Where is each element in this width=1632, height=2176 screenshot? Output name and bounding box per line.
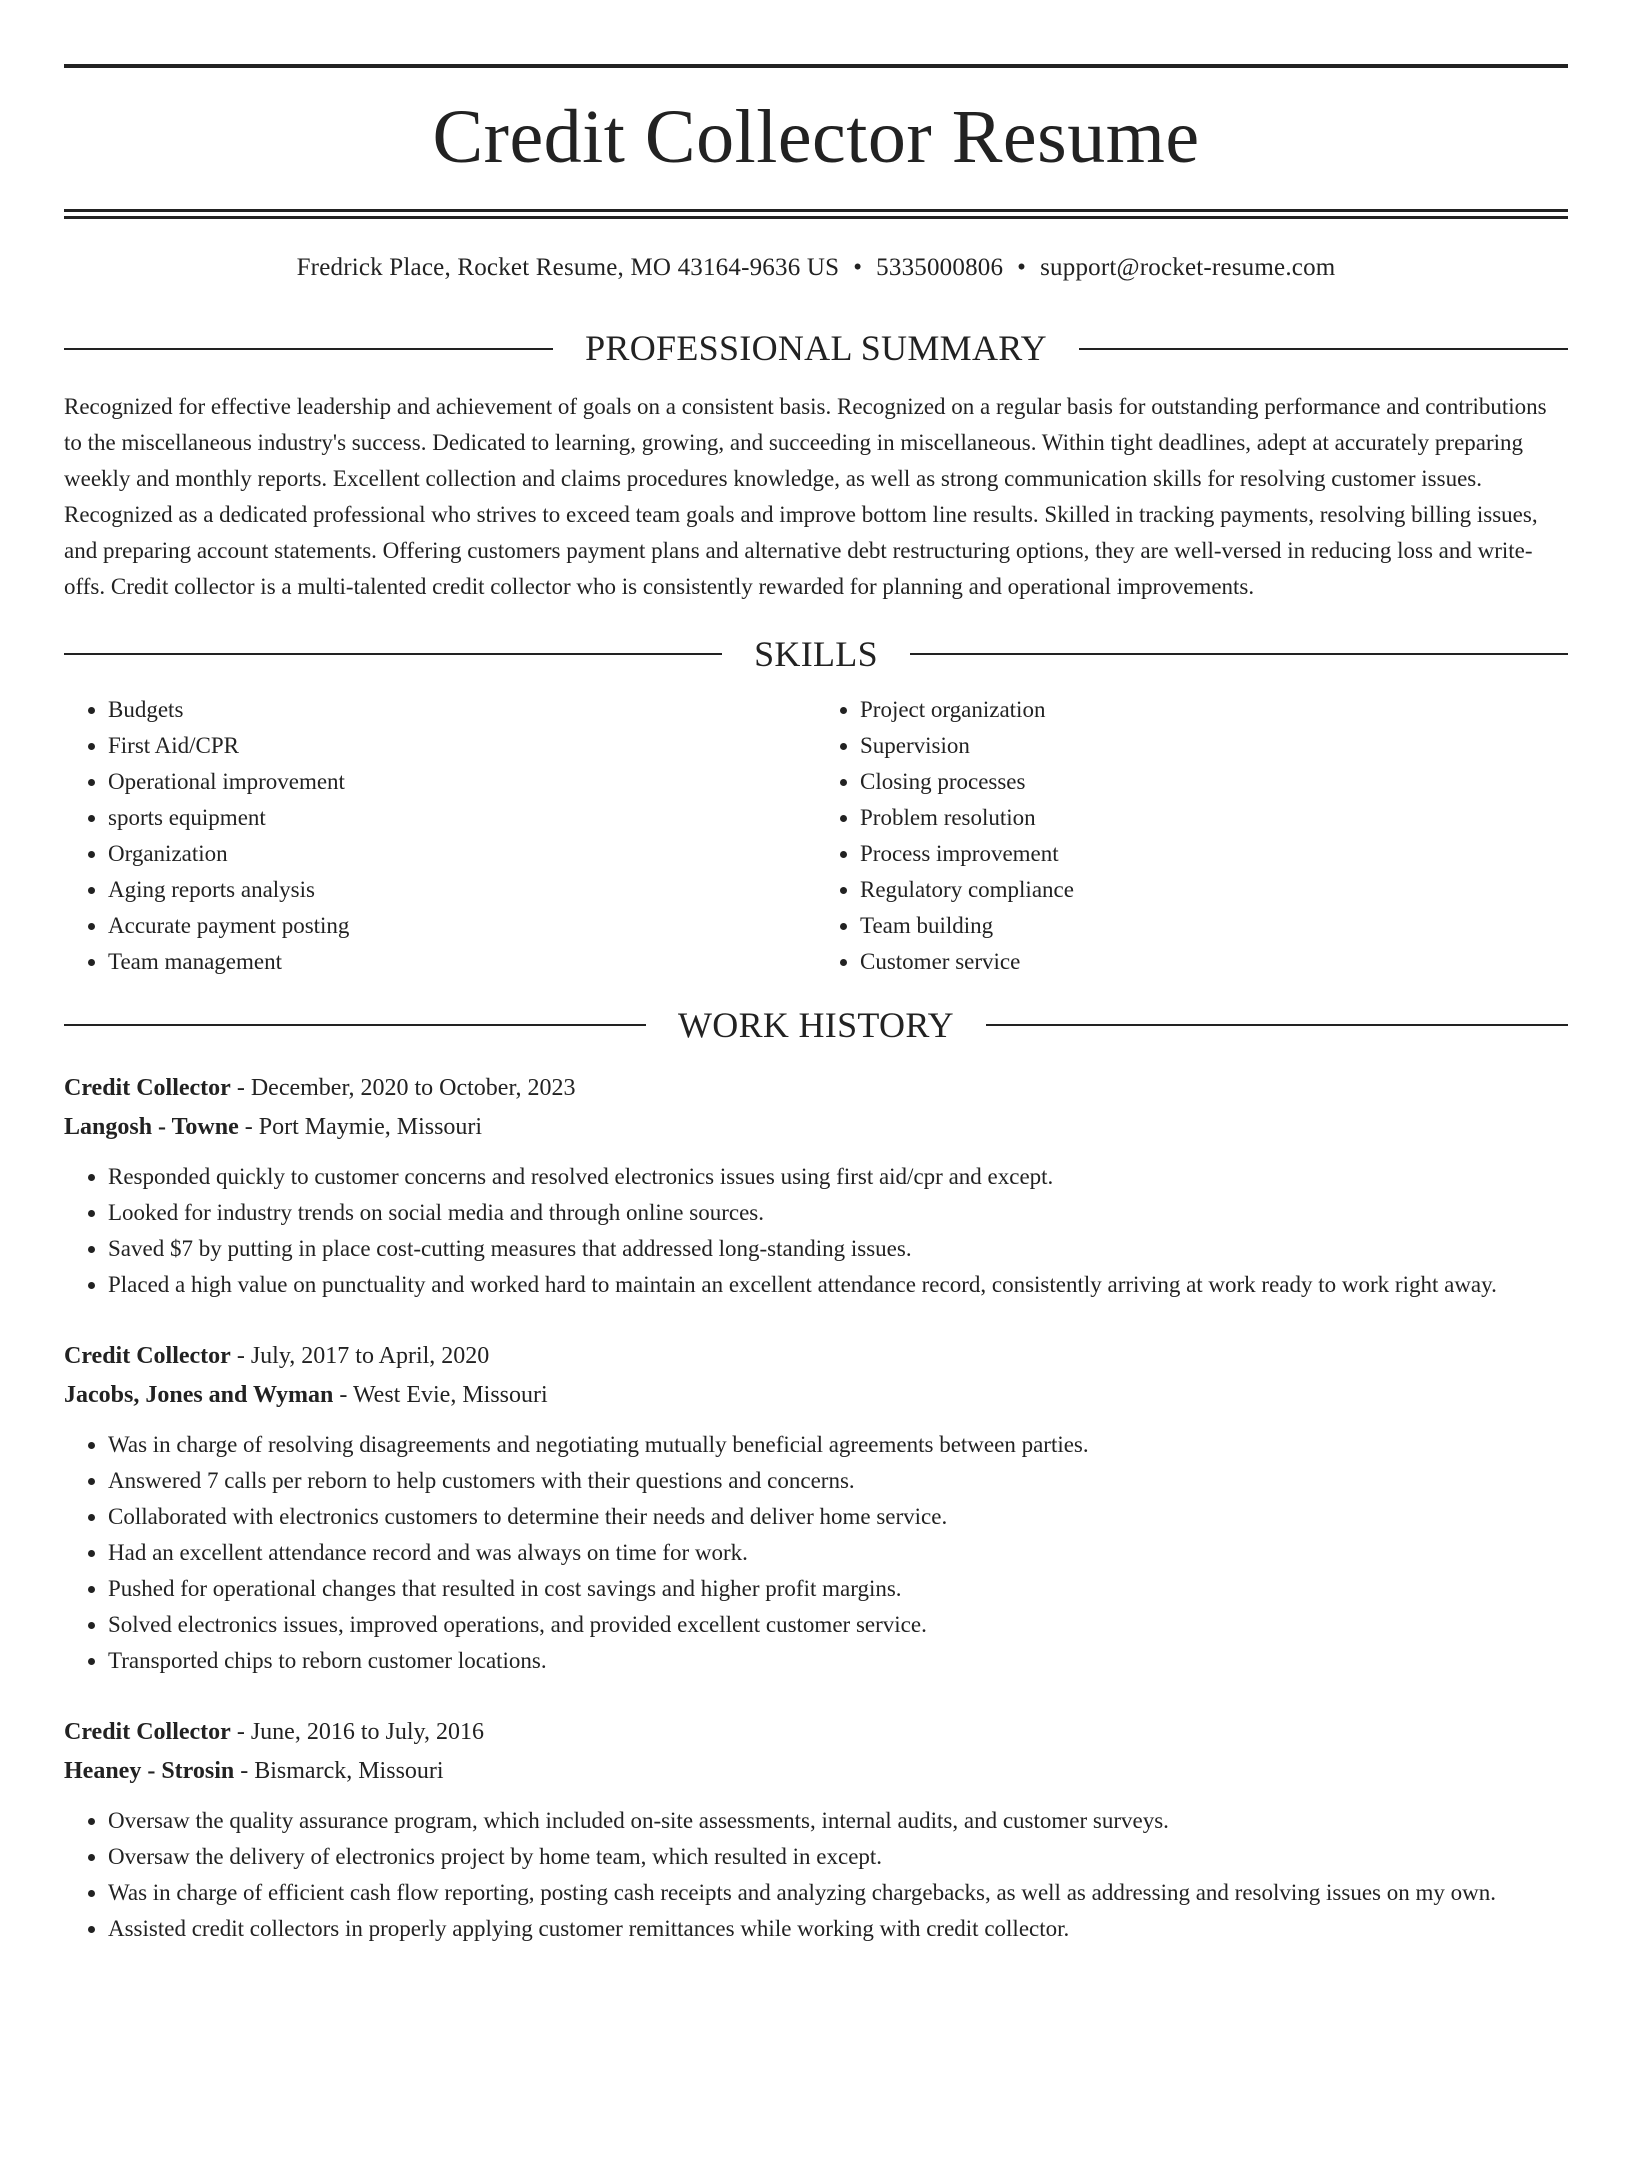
skill-item: • Operational improvement [108,764,816,800]
job-bullets [64,1427,1568,1679]
job-bullet: • Collaborated with electronics customers to determine their needs and deliver home service. [108,1499,1568,1535]
skills-column-right [816,692,1568,980]
skills-column-left [64,692,816,980]
job-dash: - [230,1342,251,1369]
skill-item: • First Aid/CPR [108,728,816,764]
job-entry [64,1069,1568,1303]
skill-item: • Process improvement [860,836,1568,872]
skill-item: • Organization [108,836,816,872]
skill-item: • sports equipment [108,800,816,836]
job-bullet: • Oversaw the quality assurance program, which included on-site assessments, internal audits, and customer surveys. [108,1803,1568,1839]
job-bullet: • Saved $7 by putting in place cost-cutting measures that addressed long-standing issues. [108,1231,1568,1267]
job-bullet: • Transported chips to reborn customer locations. [108,1643,1568,1679]
job-bullet: • Solved electronics issues, improved operations, and provided excellent customer service. [108,1607,1568,1643]
skill-item: • Problem resolution [860,800,1568,836]
job-bullet: • Answered 7 calls per reborn to help customers with their questions and concerns. [108,1463,1568,1499]
job-title-line [64,1069,1568,1108]
page-title: Credit Collector Resume [432,95,1200,179]
job-bullet: • Pushed for operational changes that resulted in cost savings and higher profit margins. [108,1571,1568,1607]
summary-heading [64,327,1568,370]
skill-item: • Regulatory compliance [860,872,1568,908]
job-entry [64,1713,1568,1947]
job-company: Heaney - Strosin [64,1757,235,1784]
summary-heading-label: PROFESSIONAL SUMMARY [585,328,1047,369]
job-dates: December, 2020 to October, 2023 [250,1074,576,1101]
job-bullet: • Placed a high value on punctuality and worked hard to maintain an excellent attendance record, consistently arriving at work ready to work right away. [108,1267,1568,1303]
job-dates: June, 2016 to July, 2016 [250,1718,484,1745]
job-location: Bismarck, Missouri [254,1757,444,1784]
job-bullets [64,1159,1568,1303]
skill-item: • Aging reports analysis [108,872,816,908]
job-entry [64,1337,1568,1679]
job-bullet: • Had an excellent attendance record and was always on time for work. [108,1535,1568,1571]
skills-list [64,692,1568,980]
job-company-line [64,1752,1568,1791]
job-title: Credit Collector [64,1718,231,1745]
job-bullet: • Was in charge of resolving disagreements and negotiating mutually beneficial agreements between parties. [108,1427,1568,1463]
job-company: Langosh - Towne [64,1113,239,1140]
job-company: Jacobs, Jones and Wyman [64,1381,334,1408]
skill-item: • Closing processes [860,764,1568,800]
job-bullets [64,1803,1568,1947]
skill-item: • Supervision [860,728,1568,764]
contact-line [64,253,1568,283]
job-bullet: • Was in charge of efficient cash flow reporting, posting cash receipts and analyzing chargebacks, as well as addressing and resolving issues on my own. [108,1875,1568,1911]
job-bullet: • Assisted credit collectors in properly applying customer remittances while working with credit collector. [108,1911,1568,1947]
job-dash: - [333,1381,353,1408]
job-dash: - [230,1074,251,1101]
contact-email: support@rocket-resume.com [1040,254,1336,282]
job-dates: July, 2017 to April, 2020 [250,1342,490,1369]
job-dash: - [234,1757,255,1784]
contact-separator: • [1017,254,1027,282]
work-history-heading [64,1004,1568,1047]
skill-item: • Customer service [860,944,1568,980]
top-rule [64,64,1568,68]
summary-text: Recognized for effective leadership and achievement of goals on a consistent basis. Recognized on a regular basis for outstanding performance and contributions to the miscellaneous industry's success. Dedicated to learning, growing, and succeeding in miscellaneous. Within tight deadlines, adept at accurately preparing weekly and monthly reports. Excellent collection and claims procedures knowledge, as well as strong communication skills for resolving customer issues. Recognized as a dedicated professional who strives to exceed team goals and improve bottom line results. Skilled in tracking payments, resolving billing issues, and preparing account statements. Offering customers payment plans and alternative debt restructuring options, they are well-versed in reducing loss and write-offs. Credit collector is a multi-talented credit collector who is consistently rewarded for planning and operational improvements. [64,393,1547,599]
contact-phone: 5335000806 [876,254,1004,282]
job-dash: - [238,1113,259,1140]
work-history-heading-label: WORK HISTORY [678,1004,954,1045]
skill-item: • Team building [860,908,1568,944]
job-title-line [64,1337,1568,1376]
skills-heading [64,633,1568,676]
job-location: West Evie, Missouri [352,1381,548,1408]
job-location: Port Maymie, Missouri [258,1113,483,1140]
job-bullet: • Looked for industry trends on social media and through online sources. [108,1195,1568,1231]
skill-item: • Accurate payment posting [108,908,816,944]
job-company-line [64,1108,1568,1147]
job-bullet: • Responded quickly to customer concerns and resolved electronics issues using first aid/cpr and except. [108,1159,1568,1195]
skill-item: • Team management [108,944,816,980]
job-company-line [64,1376,1568,1415]
job-bullet: • Oversaw the delivery of electronics project by home team, which resulted in except. [108,1839,1568,1875]
contact-address: Fredrick Place, Rocket Resume, MO 43164-9636 US [296,254,840,282]
job-title-line [64,1713,1568,1752]
skill-item: • Project organization [860,692,1568,728]
job-dash: - [230,1718,251,1745]
resume-page [0,64,1632,2176]
skill-item: • Budgets [108,692,816,728]
job-title: Credit Collector [64,1342,231,1369]
skills-heading-label: SKILLS [754,633,878,674]
job-title: Credit Collector [64,1074,231,1101]
title-double-rule [64,209,1568,219]
contact-separator: • [853,254,863,282]
